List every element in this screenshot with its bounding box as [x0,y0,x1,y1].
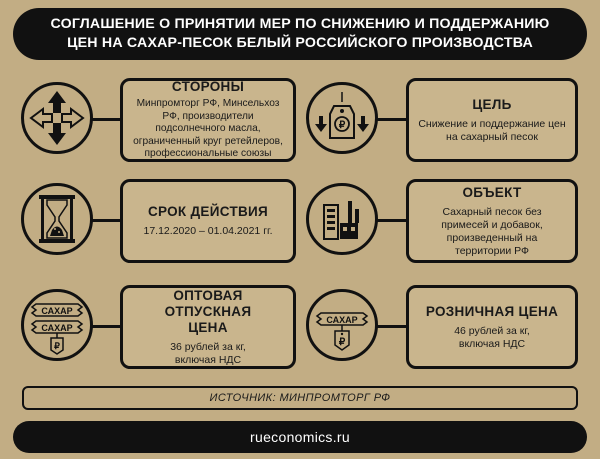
wholesale-icon-circle [21,289,93,361]
wholesale-heading-line2: ЦЕНА [188,319,228,335]
goal-text: Снижение и поддержание цен на сахарный песок [418,117,566,143]
footer-bar [13,421,587,453]
parties-box [120,78,296,162]
object-heading: ОБЪЕКТ [462,184,522,200]
retail-heading: РОЗНИЧНАЯ ЦЕНА [425,303,559,319]
goal-box [406,78,578,162]
term-icon-circle [21,183,93,255]
source-text: ИСТОЧНИК: МИНПРОМТОРГ РФ [209,392,391,404]
four-arrows-icon [27,88,87,148]
retail-text-line1: 46 рублей за кг, [454,324,530,337]
svg-text:₽: ₽ [338,337,346,348]
term-box [120,179,296,263]
parties-text: Минпромторг РФ, Минсельхоз РФ, производители подсолнечного масла, ограниченный круг ретейлеров, профессиональные союзы [133,98,283,160]
source-bar [22,386,578,410]
goal-heading: ЦЕЛЬ [472,96,512,112]
wholesale-box [120,285,296,369]
footer-site-link[interactable]: rueconomics.ru [250,429,350,445]
factory-icon [312,189,372,249]
title-line-2: ЦЕН НА САХАР-ПЕСОК БЕЛЫЙ РОССИЙСКОГО ПРОИЗВОДСТВА [67,35,533,51]
sugar-bags-icon [26,294,88,356]
title-line-1: СОГЛАШЕНИЕ О ПРИНЯТИИ МЕР ПО СНИЖЕНИЮ И ПОДДЕРЖАНИЮ [50,16,550,32]
price-tag-down-icon [312,88,372,148]
svg-text:₽: ₽ [338,120,346,131]
sugar-label-1: САХАР [41,306,73,316]
parties-icon-circle [21,82,93,154]
goal-icon-circle [306,82,378,154]
title-bar [13,8,587,60]
term-heading: СРОК ДЕЙСТВИЯ [147,204,269,219]
object-box [406,179,578,263]
wholesale-text-line2: включая НДС [174,353,242,366]
term-text: 17.12.2020 – 01.04.2021 гг. [143,225,273,237]
retail-icon-circle [306,289,378,361]
retail-box [406,285,578,369]
wholesale-heading-line1: ОПТОВАЯ ОТПУСКНАЯ [164,287,252,319]
hourglass-icon [27,189,87,249]
object-icon-circle [306,183,378,255]
retail-sugar-label: САХАР [326,315,358,325]
sugar-label-2: САХАР [41,323,73,333]
object-text: Сахарный песок без примесей и добавок, произведенный на территории РФ [441,205,543,257]
wholesale-text-line1: 36 рублей за кг, [170,340,246,353]
retail-text-line2: включая НДС [458,337,526,350]
svg-text:₽: ₽ [54,341,60,351]
parties-heading: СТОРОНЫ [171,79,245,95]
sugar-label-icon [311,294,373,356]
